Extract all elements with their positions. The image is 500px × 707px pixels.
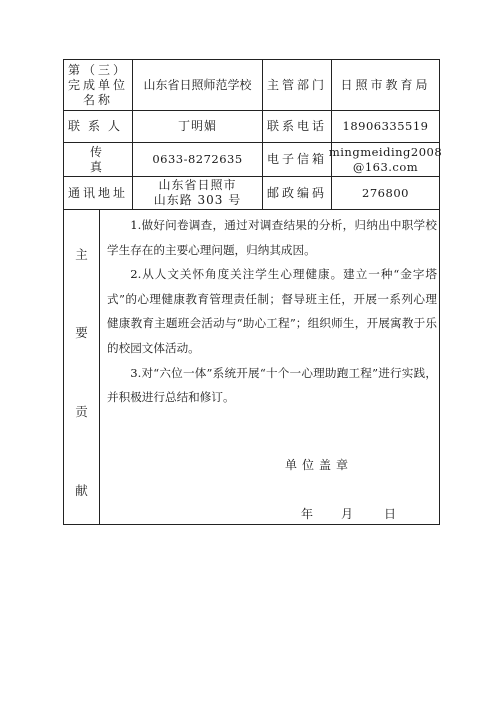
row-divider (64, 209, 439, 210)
contribution-label-char: 主 (75, 247, 88, 262)
contact-person-label: 联系人 (67, 119, 128, 133)
contribution-label-char: 献 (75, 483, 88, 498)
phone-label: 联系电话 (266, 119, 327, 133)
address-value (133, 177, 262, 209)
contribution-text (107, 213, 437, 410)
email-line: @163.com (352, 159, 419, 174)
seal-label: 单位盖章 (285, 458, 354, 472)
date-month-label: 月 (341, 507, 354, 521)
dept-label: 主管部门 (266, 77, 327, 92)
contribution-label-char: 要 (75, 325, 88, 340)
address-line: 山东省日照市 (158, 178, 237, 192)
fax-value: 0633-8272635 (152, 152, 243, 166)
address-line: 山东路 303 号 (153, 193, 242, 207)
postcode-value: 276800 (362, 185, 409, 200)
unit-name-label: 第（三）完成单位名称 (67, 62, 128, 107)
contribution-label-char: 贡 (75, 404, 88, 419)
contribution-paragraph: 2.从人文关怀角度关注学生心理健康。建立一种“金字塔式”的心理健康教育管理责任制；督导班主任，开展一系列心理健康教育主题班会活动与“助心工程”；组织师生，开展寓教于乐的校园文体活动。 (107, 267, 437, 355)
date-day-label: 日 (384, 507, 397, 521)
postcode-label: 邮政编码 (266, 185, 327, 200)
contact-person-value: 丁明媚 (177, 119, 217, 133)
phone-value: 18906335519 (342, 119, 429, 133)
address-label: 通讯地址 (67, 185, 128, 200)
fax-label: 传真 (89, 144, 120, 174)
date-year-label: 年 (301, 507, 314, 521)
dept-value: 日照市教育局 (340, 77, 431, 92)
contribution-paragraph: 3.对“六位一体”系统开展“十个一心理助跑工程”进行实践，并积极进行总结和修订。 (107, 365, 437, 405)
email-label: 电子信箱 (266, 152, 327, 166)
column-divider (99, 209, 100, 525)
contact-info-form (63, 59, 443, 525)
contribution-paragraph: 1.做好问卷调查，通过对调查结果的分析，归纳出中职学校学生存在的主要心理问题，归纳其成因。 (107, 218, 437, 257)
email-line: mingmeiding2008 (328, 144, 443, 159)
unit-name-value: 山东省日照师范学校 (143, 77, 252, 92)
email-value (328, 143, 443, 176)
